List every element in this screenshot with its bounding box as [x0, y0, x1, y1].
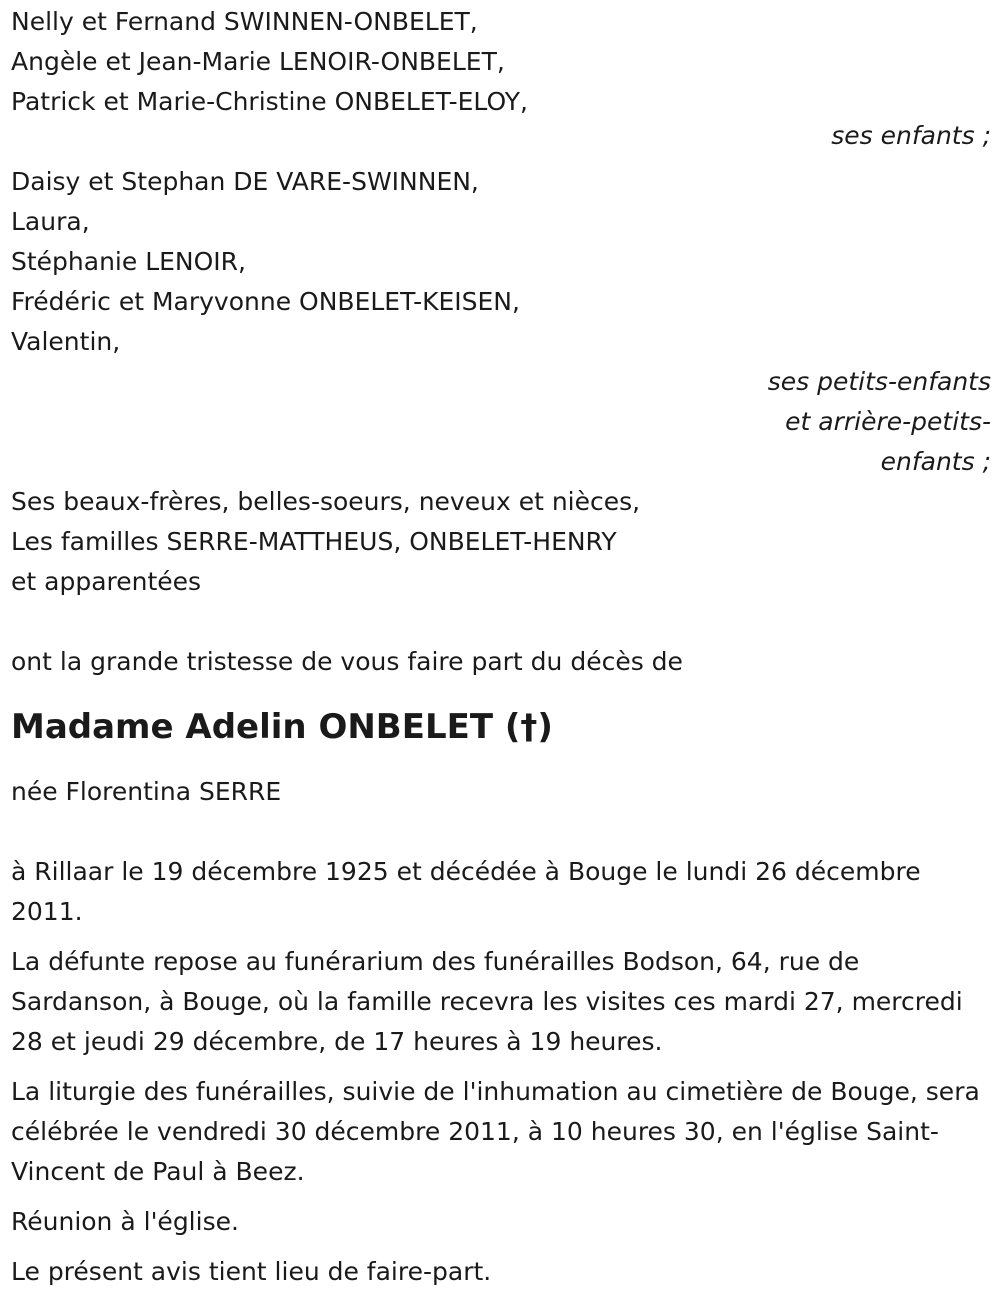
obituary-notice	[11, 2, 991, 1302]
visitation-paragraph: La défunte repose au funérarium des funérailles Bodson, 64, rue de Sardanson, à Bouge, où la famille recevra les visites ces mardi 27, mercredi 28 et jeudi 29 décembre, de 17 heures à 19 heures.	[11, 947, 963, 1056]
grandchildren-list	[11, 162, 991, 362]
grandchild-entry: Stéphanie LENOIR,	[11, 247, 246, 276]
grandchild-entry: Valentin,	[11, 327, 121, 356]
announcement-text: ont la grande tristesse de vous faire part du décès de	[11, 647, 683, 676]
relatives-entry: Ses beaux-frères, belles-soeurs, neveux et nièces,	[11, 487, 641, 516]
grandchild-entry: Laura,	[11, 207, 90, 236]
relatives-list	[11, 482, 991, 602]
grandchildren-role	[11, 362, 991, 482]
children-list	[11, 2, 991, 122]
birth-death-paragraph: à Rillaar le 19 décembre 1925 et décédée à Bouge le lundi 26 décembre 2011.	[11, 857, 921, 926]
relatives-entry: et apparentées	[11, 567, 202, 596]
notice-paragraph: Le présent avis tient lieu de faire-part.	[11, 1257, 492, 1286]
grandchildren-role-line: ses petits-enfants	[767, 367, 991, 396]
children-role: ses enfants ;	[831, 121, 991, 150]
grandchild-entry: Frédéric et Maryvonne ONBELET-KEISEN,	[11, 287, 520, 316]
grandchildren-role-line: et arrière-petits-	[785, 407, 991, 436]
child-entry: Nelly et Fernand SWINNEN-ONBELET,	[11, 7, 478, 36]
child-entry: Patrick et Marie-Christine ONBELET-ELOY,	[11, 87, 528, 116]
meeting-paragraph: Réunion à l'église.	[11, 1207, 239, 1236]
grandchildren-role-line: enfants ;	[880, 447, 991, 476]
deceased-name: Madame Adelin ONBELET (†)	[11, 707, 553, 747]
child-entry: Angèle et Jean-Marie LENOIR-ONBELET,	[11, 47, 505, 76]
birth-name: née Florentina SERRE	[11, 777, 282, 806]
liturgy-paragraph: La liturgie des funérailles, suivie de l'inhumation au cimetière de Bouge, sera célébrée le vendredi 30 décembre 2011, à 10 heures 30, en l'église Saint-Vincent de Paul à Beez.	[11, 1077, 980, 1186]
grandchild-entry: Daisy et Stephan DE VARE-SWINNEN,	[11, 167, 479, 196]
relatives-entry: Les familles SERRE-MATTHEUS, ONBELET-HENRY	[11, 527, 617, 556]
details-section	[11, 852, 991, 1292]
